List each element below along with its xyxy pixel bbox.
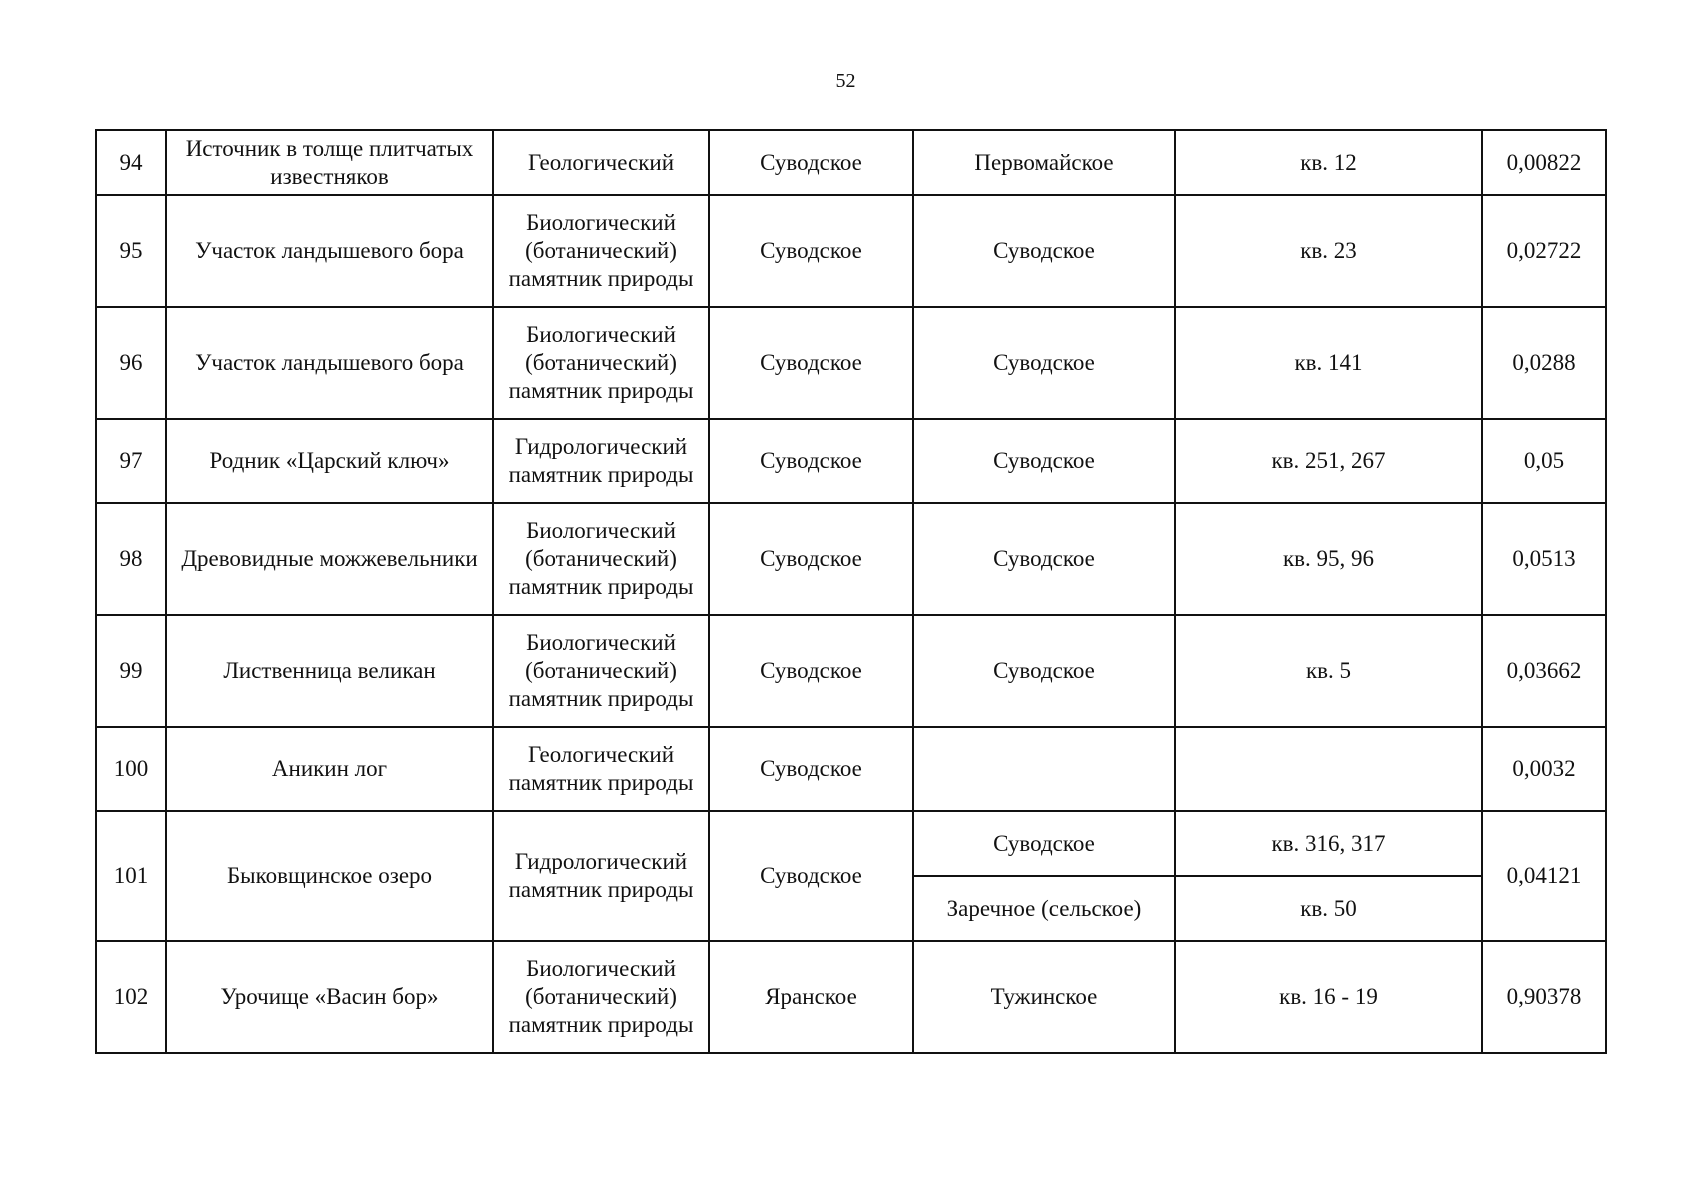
table-row (96, 727, 1606, 811)
quarter: кв. 141 (1175, 307, 1482, 419)
district: Яранское (709, 941, 913, 1053)
quarter: кв. 12 (1175, 130, 1482, 195)
table-row (96, 307, 1606, 419)
forestry: Суводское (913, 811, 1175, 876)
quarter: кв. 5 (1175, 615, 1482, 727)
forestry: Суводское (913, 195, 1175, 307)
district: Суводское (709, 419, 913, 503)
monument-name: Древовидные можжевельники (166, 503, 493, 615)
district: Суводское (709, 307, 913, 419)
row-number: 99 (96, 615, 166, 727)
row-number: 97 (96, 419, 166, 503)
row-number: 100 (96, 727, 166, 811)
forestry: Суводское (913, 503, 1175, 615)
quarter: кв. 251, 267 (1175, 419, 1482, 503)
monument-name: Участок ландышевого бора (166, 195, 493, 307)
district: Суводское (709, 615, 913, 727)
monument-name: Быковщинское озеро (166, 811, 493, 941)
monument-type: Биологический (ботанический) памятник природы (493, 941, 709, 1053)
table-row (96, 941, 1606, 1053)
monuments-table (95, 129, 1607, 1054)
row-number: 101 (96, 811, 166, 941)
district: Суводское (709, 503, 913, 615)
row-number: 98 (96, 503, 166, 615)
monument-type: Гидрологический памятник природы (493, 419, 709, 503)
table-row (96, 130, 1606, 195)
monument-type: Геологический (493, 130, 709, 195)
district: Суводское (709, 195, 913, 307)
area: 0,02722 (1482, 195, 1606, 307)
area: 0,00822 (1482, 130, 1606, 195)
quarter: кв. 95, 96 (1175, 503, 1482, 615)
row-number: 102 (96, 941, 166, 1053)
area: 0,03662 (1482, 615, 1606, 727)
area: 0,05 (1482, 419, 1606, 503)
monument-type: Биологический (ботанический) памятник природы (493, 503, 709, 615)
district: Суводское (709, 130, 913, 195)
monument-name: Источник в толще плитчатых известняков (166, 130, 493, 195)
quarter: кв. 50 (1175, 876, 1482, 941)
quarter: кв. 23 (1175, 195, 1482, 307)
monument-name: Аникин лог (166, 727, 493, 811)
table-row (96, 503, 1606, 615)
monument-type: Гидрологический памятник природы (493, 811, 709, 941)
monument-name: Лиственница великан (166, 615, 493, 727)
monument-name: Участок ландышевого бора (166, 307, 493, 419)
area: 0,0513 (1482, 503, 1606, 615)
row-number: 94 (96, 130, 166, 195)
forestry: Суводское (913, 615, 1175, 727)
district: Суводское (709, 811, 913, 941)
table-row (96, 195, 1606, 307)
area: 0,90378 (1482, 941, 1606, 1053)
monument-type: Биологический (ботанический) памятник природы (493, 307, 709, 419)
forestry: Первомайское (913, 130, 1175, 195)
district: Суводское (709, 727, 913, 811)
page-number: 52 (835, 70, 856, 92)
monument-type: Геологический памятник природы (493, 727, 709, 811)
table-row (96, 811, 1606, 876)
area: 0,0288 (1482, 307, 1606, 419)
quarter: кв. 316, 317 (1175, 811, 1482, 876)
forestry: Заречное (сельское) (913, 876, 1175, 941)
forestry: Суводское (913, 419, 1175, 503)
forestry (913, 727, 1175, 811)
quarter: кв. 16 - 19 (1175, 941, 1482, 1053)
area: 0,0032 (1482, 727, 1606, 811)
table-row (96, 615, 1606, 727)
forestry: Тужинское (913, 941, 1175, 1053)
row-number: 95 (96, 195, 166, 307)
table-row (96, 419, 1606, 503)
monument-name: Урочище «Васин бор» (166, 941, 493, 1053)
forestry: Суводское (913, 307, 1175, 419)
monument-name: Родник «Царский ключ» (166, 419, 493, 503)
monument-type: Биологический (ботанический) памятник природы (493, 195, 709, 307)
quarter (1175, 727, 1482, 811)
row-number: 96 (96, 307, 166, 419)
monument-type: Биологический (ботанический) памятник природы (493, 615, 709, 727)
area: 0,04121 (1482, 811, 1606, 941)
